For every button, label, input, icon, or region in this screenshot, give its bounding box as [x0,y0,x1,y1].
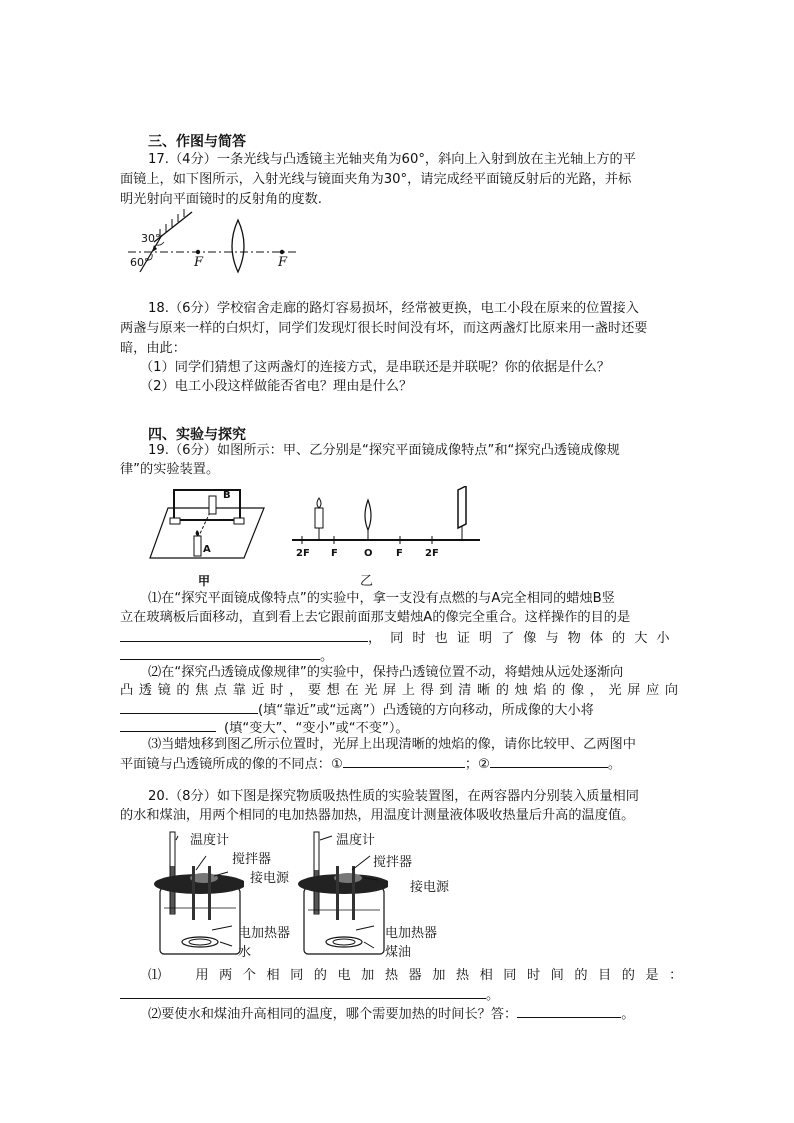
q19-convex-lens-figure [290,486,482,550]
q19-p2-line-3: (填“靠近”或“远离”）凸透镜的方向移动，所成像的大小将 [120,699,594,721]
q19-p3-line-2: 平面镜与凸透镜所成的像的不同点：① ；② 。 [120,753,621,775]
q17-line-2: 面镜上，如下图所示，入射光线与镜面夹角为30°，请完成经平面镜反射后的光路，并标 [120,172,632,187]
q19-p2-line-2: 凸透镜的焦点靠近时，要想在光屏上得到清晰的烛焰的像，光屏应向 [120,683,684,698]
q17-line-1: 17.（4分）一条光线与凸透镜主光轴夹角为60°，斜向上入射到放在主光轴上方的平 [148,152,636,167]
q20-left-thermometer-label: 温度计 [190,833,230,848]
q17-angle-60-label: 60° [130,256,150,269]
q19-p1-line-2: 立在玻璃板后面移动，直到看上去它跟前面那支蜡烛A的像完全重合。这样操作的目的是 [120,610,631,625]
q17-focus-left-label: F [194,255,204,270]
q19-axis-f-left: F [331,548,338,559]
q20-right-power-label: 接电源 [410,880,450,895]
q19-p1-line-1: ⑴在“探究平面镜成像特点”的实验中，拿一支没有点燃的与A完全相同的蜡烛B竖 [148,591,615,606]
q19-answer-blank-direction[interactable] [120,699,258,714]
q20-right-liquid-label: 煤油 [385,945,412,960]
q20-answer-blank-purpose[interactable] [120,984,486,999]
q19-caption-yi: 乙 [360,574,374,589]
q17-line-3: 明光射向平面镜时的反射角的度数. [120,192,323,207]
q20-left-liquid-label: 水 [238,945,252,960]
q18-line-1: 18.（6分）学校宿舍走廊的路灯容易损坏，经常被更换，电工小段在原来的位置接入 [148,301,639,316]
q18-line-2: 两盏与原来一样的白炽灯，同学们发现灯很长时间没有坏，而这两盏灯比原来用一盏时还要 [120,321,648,336]
q19-p1-line-3: ，同时也证明了像与物体的大小 [120,627,679,649]
q20-right-stirrer-label: 搅拌器 [373,855,413,870]
q20-p1-line-1: ⑴ 用两个相同的电加热器加热相同时间的目的是： [148,968,693,983]
section3-heading: 三、作图与简答 [148,134,246,150]
q17-angle-30-label: 30° [141,232,161,245]
q19-axis-f-right: F [396,548,403,559]
q20-right-thermometer-label: 温度计 [336,833,376,848]
q19-label-b: B [223,490,231,501]
q17-focus-right-label: F [278,255,288,270]
q19-label-a: A [203,544,211,555]
q19-answer-blank-diff-1[interactable] [343,753,465,768]
q19-answer-blank-purpose[interactable] [120,627,368,642]
q20-left-power-label: 接电源 [250,871,290,886]
q19-p2-line-4: (填“变大”、“变小”或“不变”）。 [120,717,409,739]
q19-answer-blank-image-size[interactable] [120,717,216,732]
q20-left-stirrer-label: 搅拌器 [232,852,272,867]
q19-p3-line-1: ⑶当蜡烛移到图乙所示位置时，光屏上出现清晰的烛焰的像，请你比较甲、乙两图中 [148,737,636,752]
q19-axis-2f-left: 2F [296,548,310,559]
q18-line-3: 暗，由此： [120,341,186,356]
q20-p2-line-1: ⑵要使水和煤油升高相同的温度，哪个需要加热的时间长？答： 。 [148,1003,634,1025]
q19-p2-line-1: ⑵在“探究凸透镜成像规律”的实验中，保持凸透镜位置不动，将蜡烛从远处逐渐向 [148,665,624,680]
q20-line-2: 的水和煤油，用两个相同的电加热器加热，用温度计测量液体吸收热量后升高的温度值。 [120,808,635,823]
q19-answer-blank-diff-2[interactable] [490,753,608,768]
q20-right-heater-label: 电加热器 [385,926,438,941]
q19-axis-2f-right: 2F [425,548,439,559]
q19-answer-blank-size[interactable] [120,645,320,660]
q20-line-1: 20.（8分）如下图是探究物质吸热性质的实验装置图，在两容器内分别装入质量相同 [148,789,639,804]
q19-p1-line-4: 。 [120,645,333,667]
q18-sub-2: （2）电工小段这样做能否省电？理由是什么？ [140,379,413,394]
q20-p1-line-2: 。 [120,984,499,1006]
q20-answer-blank-longer-heating[interactable] [517,1003,621,1018]
q19-line-2: 律”的实验装置。 [120,462,220,477]
section4-heading: 四、实验与探究 [148,427,246,443]
q19-caption-jia: 甲 [198,574,211,588]
q20-left-heater-label: 电加热器 [238,926,291,941]
q18-sub-1: （1）同学们猜想了这两盏灯的连接方式，是串联还是并联呢？你的依据是什么？ [140,360,610,375]
q19-axis-o: O [364,548,373,559]
q19-line-1: 19.（6分）如图所示：甲、乙分别是“探究平面镜成像特点”和“探究凸透镜成像规 [148,443,620,458]
